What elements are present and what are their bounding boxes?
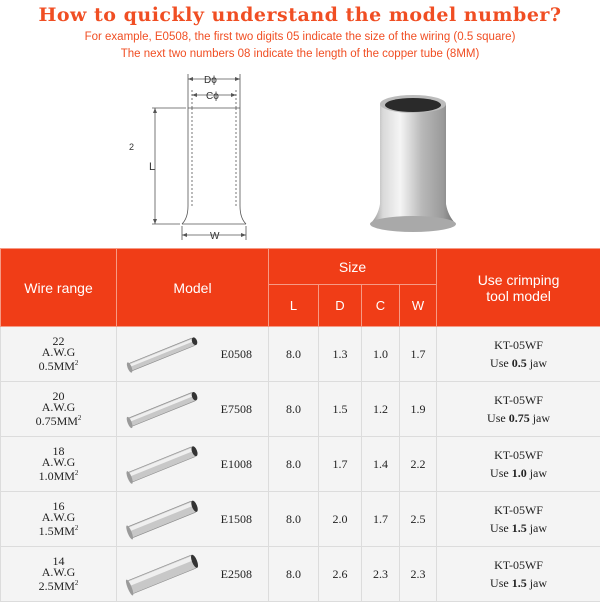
square-superscript: 2 <box>75 359 79 367</box>
side-mark: 2 <box>129 142 134 152</box>
ferrule-dimension-diagram <box>118 68 278 248</box>
crimping-tool-cell <box>437 547 600 602</box>
square-superscript: 2 <box>78 414 82 422</box>
table-row <box>1 547 600 602</box>
header-tool-line2: tool model <box>486 288 551 304</box>
tool-model: KT-05WF <box>494 558 543 572</box>
mm-size: 2.5MM <box>39 579 75 593</box>
jaw-size: 1.0 <box>512 466 527 480</box>
wire-range-cell <box>1 492 117 547</box>
size-c-cell: 1.2 <box>362 382 400 437</box>
c-label: Cϕ <box>206 91 219 102</box>
awg-label: A.W.G <box>42 455 76 469</box>
jaw-size: 1.5 <box>512 576 527 590</box>
size-c-cell: 1.7 <box>362 492 400 547</box>
use-text: Use <box>487 411 509 425</box>
size-c-cell: 1.4 <box>362 437 400 492</box>
crimping-tool-cell <box>437 327 600 382</box>
awg-number: 16 <box>53 499 65 513</box>
tool-model: KT-05WF <box>494 393 543 407</box>
header-crimping-tool <box>437 249 600 327</box>
wire-range-cell <box>1 327 117 382</box>
jaw-size: 0.75 <box>509 411 530 425</box>
header-d: D <box>319 285 362 327</box>
mm-size: 1.5MM <box>39 524 75 538</box>
header-wire-range: Wire range <box>1 249 117 327</box>
size-c-cell: 1.0 <box>362 327 400 382</box>
awg-number: 14 <box>53 554 65 568</box>
w-label: W <box>210 231 220 242</box>
size-w-cell: 2.3 <box>400 547 437 602</box>
tool-model: KT-05WF <box>494 338 543 352</box>
size-w-cell: 1.7 <box>400 327 437 382</box>
size-l-cell: 8.0 <box>269 437 319 492</box>
table-row <box>1 382 600 437</box>
awg-number: 20 <box>53 389 65 403</box>
model-code: E0508 <box>221 347 252 362</box>
size-l-cell: 8.0 <box>269 492 319 547</box>
use-text: Use <box>490 521 512 535</box>
model-cell <box>117 492 269 547</box>
header-w: W <box>400 285 437 327</box>
crimping-tool-cell <box>437 437 600 492</box>
use-text: Use <box>490 466 512 480</box>
size-d-cell: 1.3 <box>319 327 362 382</box>
awg-number: 18 <box>53 444 65 458</box>
table-row <box>1 492 600 547</box>
explanation-line-1: For example, E0508, the first two digits 05 indicate the size of the wiring (0.5 square) <box>0 31 600 43</box>
header-c: C <box>362 285 400 327</box>
model-code: E7508 <box>221 402 252 417</box>
table-row <box>1 327 600 382</box>
ferrule-thumbnail <box>121 331 205 377</box>
jaw-text: jaw <box>527 576 547 590</box>
square-superscript: 2 <box>75 469 79 477</box>
explanation-line-2: The next two numbers 08 indicate the length of the copper tube (8MM) <box>0 48 600 60</box>
awg-label: A.W.G <box>42 565 76 579</box>
model-code: E1008 <box>221 457 252 472</box>
ferrule-spec-table <box>0 248 600 602</box>
mm-size: 0.75MM <box>36 414 78 428</box>
model-cell <box>117 547 269 602</box>
header-tool-line1: Use crimping <box>478 272 560 288</box>
wire-range-cell <box>1 382 117 437</box>
use-text: Use <box>490 576 512 590</box>
tool-model: KT-05WF <box>494 448 543 462</box>
jaw-size: 0.5 <box>512 356 527 370</box>
model-cell <box>117 437 269 492</box>
awg-number: 22 <box>53 334 65 348</box>
use-text: Use <box>490 356 512 370</box>
size-l-cell: 8.0 <box>269 547 319 602</box>
header-size: Size <box>269 249 437 285</box>
d-label: Dϕ <box>204 75 217 86</box>
jaw-size: 1.5 <box>512 521 527 535</box>
size-d-cell: 2.0 <box>319 492 362 547</box>
jaw-text: jaw <box>527 521 547 535</box>
size-w-cell: 2.2 <box>400 437 437 492</box>
awg-label: A.W.G <box>42 510 76 524</box>
ferrule-thumbnail <box>121 496 205 542</box>
ferrule-thumbnail <box>121 441 205 487</box>
model-code: E2508 <box>221 567 252 582</box>
size-w-cell: 2.5 <box>400 492 437 547</box>
size-l-cell: 8.0 <box>269 327 319 382</box>
jaw-text: jaw <box>530 411 550 425</box>
awg-label: A.W.G <box>42 345 76 359</box>
model-cell <box>117 327 269 382</box>
wire-range-cell <box>1 547 117 602</box>
size-l-cell: 8.0 <box>269 382 319 437</box>
square-superscript: 2 <box>75 524 79 532</box>
tool-model: KT-05WF <box>494 503 543 517</box>
mm-size: 1.0MM <box>39 469 75 483</box>
page-title: How to quickly understand the model number? <box>0 4 600 26</box>
ferrule-thumbnail <box>121 551 205 597</box>
crimping-tool-cell <box>437 382 600 437</box>
header-model: Model <box>117 249 269 327</box>
awg-label: A.W.G <box>42 400 76 414</box>
square-superscript: 2 <box>75 579 79 587</box>
wire-range-cell <box>1 437 117 492</box>
jaw-text: jaw <box>527 466 547 480</box>
size-c-cell: 2.3 <box>362 547 400 602</box>
size-d-cell: 1.7 <box>319 437 362 492</box>
l-label: L <box>149 161 155 173</box>
size-w-cell: 1.9 <box>400 382 437 437</box>
model-code: E1508 <box>221 512 252 527</box>
ferrule-photo <box>368 92 458 234</box>
mm-size: 0.5MM <box>39 359 75 373</box>
size-d-cell: 1.5 <box>319 382 362 437</box>
size-d-cell: 2.6 <box>319 547 362 602</box>
model-cell <box>117 382 269 437</box>
ferrule-thumbnail <box>121 386 205 432</box>
table-row <box>1 437 600 492</box>
jaw-text: jaw <box>527 356 547 370</box>
crimping-tool-cell <box>437 492 600 547</box>
header-l: L <box>269 285 319 327</box>
